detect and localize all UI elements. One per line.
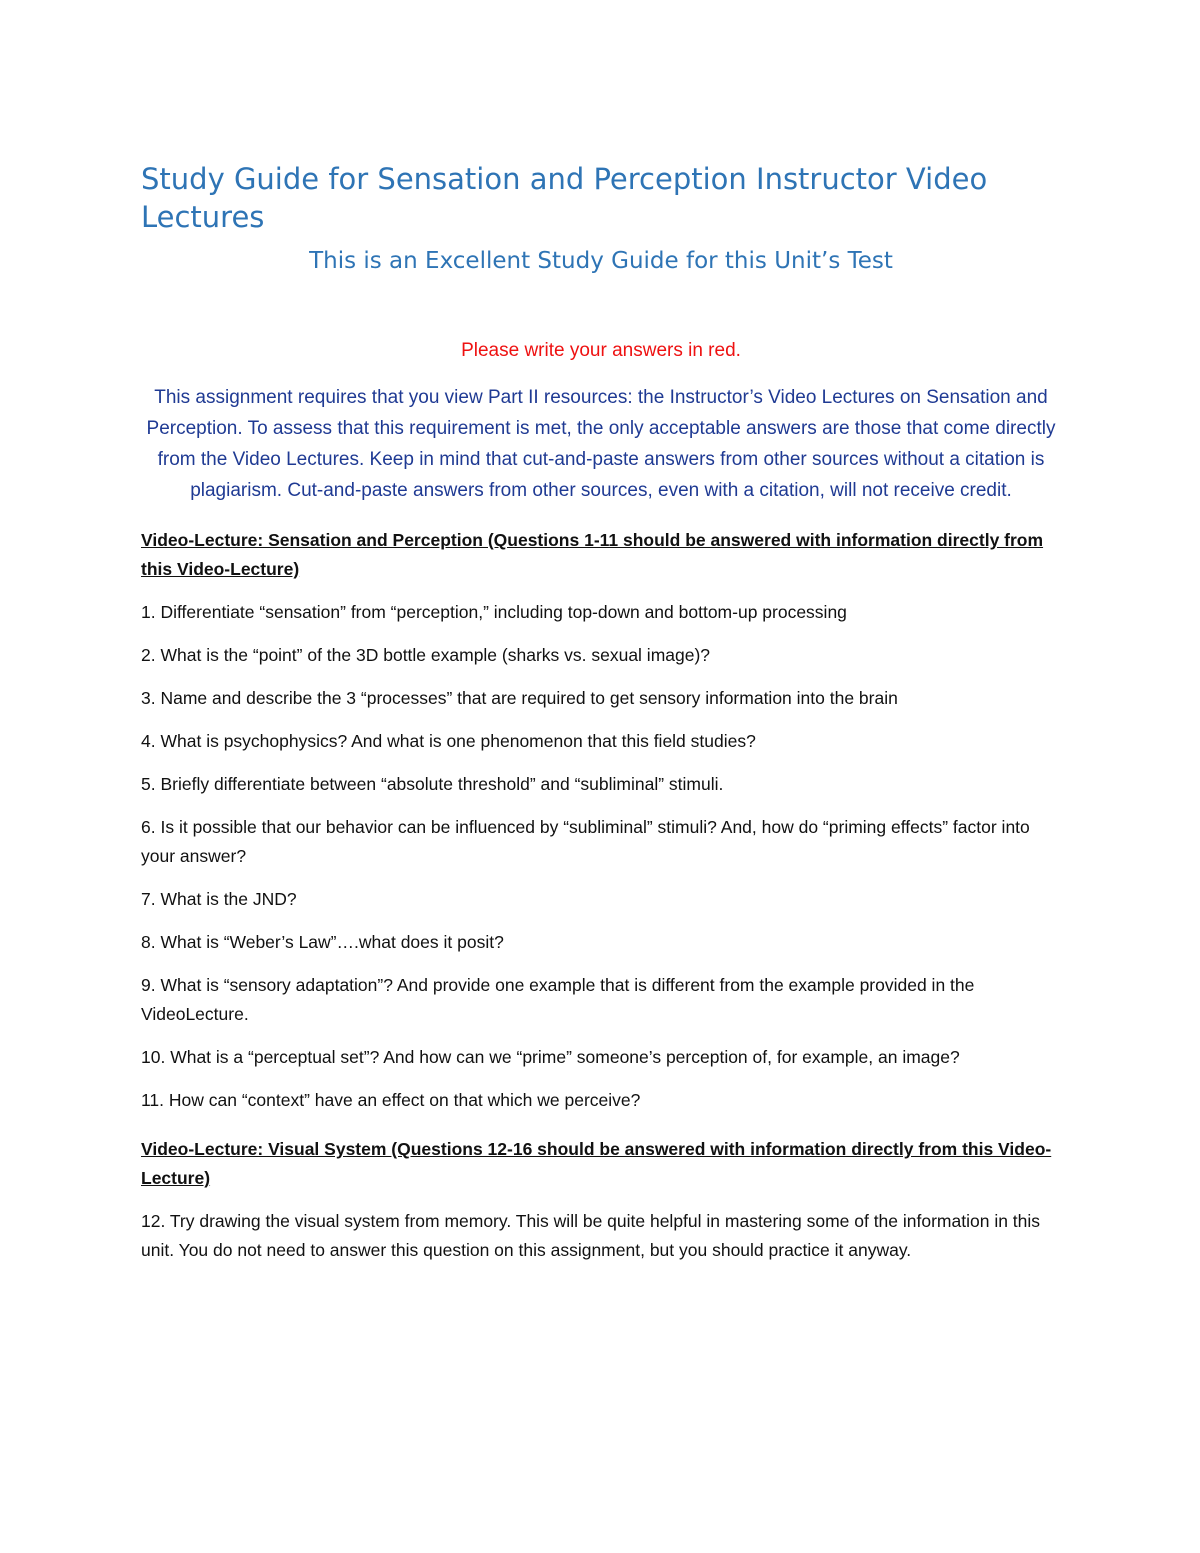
- question-item: [141, 684, 1061, 713]
- question-number: 3.: [141, 688, 156, 708]
- answer-color-note: Please write your answers in red.: [461, 340, 741, 361]
- question-text: What is the “point” of the 3D bottle example (sharks vs. sexual image)?: [160, 645, 711, 665]
- question-text: Differentiate “sensation” from “perception,” including top-down and bottom-up processing: [160, 602, 847, 622]
- document-subtitle: This is an Excellent Study Guide for this Unit’s Test: [309, 248, 893, 274]
- question-number: 10.: [141, 1047, 166, 1067]
- section-heading-visual-system: Video-Lecture: Visual System (Questions 12-16 should be answered with information directly from this Video-Lecture): [141, 1139, 1052, 1188]
- question-number: 7.: [141, 889, 156, 909]
- question-text: Briefly differentiate between “absolute threshold” and “subliminal” stimuli.: [160, 774, 724, 794]
- question-text: What is psychophysics? And what is one phenomenon that this field studies?: [160, 731, 756, 751]
- question-text: Is it possible that our behavior can be influenced by “subliminal” stimuli? And, how do “priming effects” factor into your answer?: [141, 817, 1030, 866]
- document-body: [141, 160, 1061, 1265]
- question-list-section-2: [141, 1207, 1061, 1265]
- question-number: 12.: [141, 1211, 166, 1231]
- question-text: What is the JND?: [160, 889, 297, 909]
- question-list-section-1: [141, 598, 1061, 1115]
- document-title: Study Guide for Sensation and Perception Instructor Video Lectures: [141, 162, 988, 234]
- question-number: 1.: [141, 602, 156, 622]
- question-item: [141, 1086, 1061, 1115]
- question-item: [141, 727, 1061, 756]
- question-item: [141, 971, 1061, 1029]
- question-number: 9.: [141, 975, 156, 995]
- question-item: [141, 1043, 1061, 1072]
- question-number: 5.: [141, 774, 156, 794]
- question-number: 6.: [141, 817, 156, 837]
- assignment-instructions: This assignment requires that you view Part II resources: the Instructor’s Video Lectures on Sensation and Perception. To assess that this requirement is met, the only acceptable answers are those that come directly from the Video Lectures. Keep in mind that cut-and-paste answers from other sources without a citation is plagiarism. Cut-and-paste answers from other sources, even with a citation, will not receive credit.: [146, 387, 1056, 501]
- section-heading-sensation-perception: Video-Lecture: Sensation and Perception (Questions 1-11 should be answered with information directly from this Video-Lecture): [141, 530, 1044, 579]
- question-number: 11.: [141, 1090, 165, 1110]
- question-item: [141, 885, 1061, 914]
- question-text: What is a “perceptual set”? And how can we “prime” someone’s perception of, for example, an image?: [170, 1047, 960, 1067]
- question-item: [141, 1207, 1061, 1265]
- question-item: [141, 598, 1061, 627]
- question-text: Try drawing the visual system from memory. This will be quite helpful in mastering some of the information in this unit. You do not need to answer this question on this assignment, but you should practice it anyway.: [141, 1211, 1041, 1260]
- question-number: 4.: [141, 731, 156, 751]
- question-item: [141, 928, 1061, 957]
- question-text: Name and describe the 3 “processes” that are required to get sensory information into the brain: [160, 688, 898, 708]
- question-number: 8.: [141, 932, 156, 952]
- question-number: 2.: [141, 645, 156, 665]
- question-item: [141, 813, 1061, 871]
- question-text: What is “Weber’s Law”….what does it posit?: [160, 932, 504, 952]
- question-item: [141, 641, 1061, 670]
- question-item: [141, 770, 1061, 799]
- question-text: What is “sensory adaptation”? And provide one example that is different from the example provided in the VideoLecture.: [141, 975, 975, 1024]
- question-text: How can “context” have an effect on that which we perceive?: [168, 1090, 641, 1110]
